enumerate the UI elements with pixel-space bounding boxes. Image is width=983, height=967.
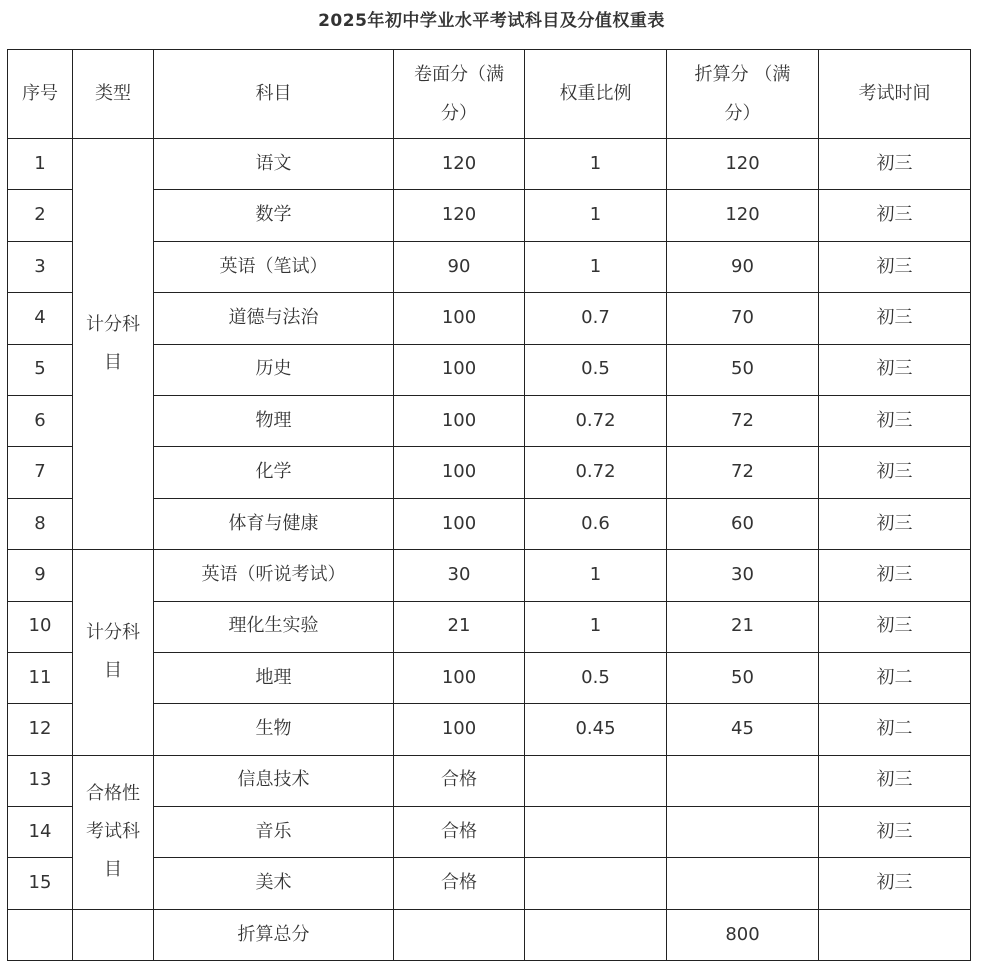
- row-weight: [525, 858, 667, 909]
- row-subject: 音乐: [154, 807, 394, 858]
- row-exam-time: 初三: [819, 601, 971, 652]
- row-exam-time: 初三: [819, 447, 971, 498]
- row-paper-score: 120: [394, 139, 525, 190]
- row-subject: 体育与健康: [154, 498, 394, 549]
- row-exam-time: 初三: [819, 344, 971, 395]
- category-cell: [73, 139, 154, 550]
- row-paper-score: 90: [394, 241, 525, 292]
- row-index: 11: [8, 652, 73, 703]
- row-weight: 0.5: [525, 344, 667, 395]
- total-exam-time: [819, 909, 971, 960]
- row-subject: 道德与法治: [154, 293, 394, 344]
- row-paper-score: 100: [394, 344, 525, 395]
- table-header-row: [8, 50, 971, 139]
- row-index: 7: [8, 447, 73, 498]
- row-weight: 0.45: [525, 704, 667, 755]
- row-subject: 地理: [154, 652, 394, 703]
- row-subject: 物理: [154, 395, 394, 446]
- header-paper-score: [394, 50, 525, 139]
- row-exam-time: 初二: [819, 652, 971, 703]
- row-subject: 化学: [154, 447, 394, 498]
- row-weight: 1: [525, 550, 667, 601]
- row-subject: 历史: [154, 344, 394, 395]
- total-type: [73, 909, 154, 960]
- row-index: 14: [8, 807, 73, 858]
- row-index: 12: [8, 704, 73, 755]
- row-converted: 120: [667, 139, 819, 190]
- row-exam-time: 初三: [819, 550, 971, 601]
- row-exam-time: 初三: [819, 395, 971, 446]
- total-label: 折算总分: [154, 909, 394, 960]
- total-paper-score: [394, 909, 525, 960]
- header-converted: [667, 50, 819, 139]
- row-exam-time: 初三: [819, 139, 971, 190]
- category-label: 合格性考试科目: [86, 783, 140, 881]
- row-exam-time: 初三: [819, 858, 971, 909]
- header-type: 类型: [73, 50, 154, 139]
- row-paper-score: 120: [394, 190, 525, 241]
- row-index: 6: [8, 395, 73, 446]
- row-converted: 72: [667, 447, 819, 498]
- page-title: 2025年初中学业水平考试科目及分值权重表: [318, 11, 665, 31]
- row-index: 1: [8, 139, 73, 190]
- row-weight: 1: [525, 139, 667, 190]
- row-converted: 60: [667, 498, 819, 549]
- row-exam-time: 初三: [819, 241, 971, 292]
- table-row: [8, 139, 971, 190]
- row-weight: 1: [525, 241, 667, 292]
- row-subject: 生物: [154, 704, 394, 755]
- total-index: [8, 909, 73, 960]
- row-converted: [667, 755, 819, 806]
- row-subject: 英语（笔试）: [154, 241, 394, 292]
- category-label: 计分科目: [86, 622, 140, 682]
- row-subject: 数学: [154, 190, 394, 241]
- category-label: 计分科目: [86, 314, 140, 374]
- row-converted: [667, 807, 819, 858]
- header-paper-score-text: 卷面分（满分）: [414, 64, 504, 124]
- row-exam-time: 初二: [819, 704, 971, 755]
- row-subject: 信息技术: [154, 755, 394, 806]
- table-row: [8, 550, 971, 601]
- row-weight: 0.72: [525, 447, 667, 498]
- row-exam-time: 初三: [819, 293, 971, 344]
- row-paper-score: 21: [394, 601, 525, 652]
- row-index: 4: [8, 293, 73, 344]
- row-weight: 1: [525, 190, 667, 241]
- row-weight: 1: [525, 601, 667, 652]
- row-paper-score: 100: [394, 395, 525, 446]
- category-cell: [73, 755, 154, 909]
- row-weight: 0.5: [525, 652, 667, 703]
- row-paper-score: 100: [394, 498, 525, 549]
- row-converted: [667, 858, 819, 909]
- row-converted: 50: [667, 652, 819, 703]
- row-converted: 120: [667, 190, 819, 241]
- row-weight: 0.72: [525, 395, 667, 446]
- total-row: [8, 909, 971, 960]
- row-exam-time: 初三: [819, 190, 971, 241]
- total-weight: [525, 909, 667, 960]
- row-paper-score: 合格: [394, 858, 525, 909]
- row-weight: [525, 755, 667, 806]
- row-subject: 英语（听说考试）: [154, 550, 394, 601]
- row-converted: 45: [667, 704, 819, 755]
- row-index: 9: [8, 550, 73, 601]
- total-converted: 800: [667, 909, 819, 960]
- row-index: 3: [8, 241, 73, 292]
- row-subject: 语文: [154, 139, 394, 190]
- score-weight-table: [7, 49, 971, 961]
- row-converted: 30: [667, 550, 819, 601]
- category-cell: [73, 550, 154, 756]
- row-exam-time: 初三: [819, 498, 971, 549]
- row-index: 15: [8, 858, 73, 909]
- row-converted: 70: [667, 293, 819, 344]
- row-paper-score: 100: [394, 447, 525, 498]
- row-index: 5: [8, 344, 73, 395]
- row-paper-score: 100: [394, 704, 525, 755]
- row-paper-score: 合格: [394, 755, 525, 806]
- row-index: 8: [8, 498, 73, 549]
- row-weight: [525, 807, 667, 858]
- row-index: 10: [8, 601, 73, 652]
- row-converted: 50: [667, 344, 819, 395]
- row-converted: 21: [667, 601, 819, 652]
- header-subject: 科目: [154, 50, 394, 139]
- row-index: 13: [8, 755, 73, 806]
- row-paper-score: 30: [394, 550, 525, 601]
- row-index: 2: [8, 190, 73, 241]
- table-row: [8, 755, 971, 806]
- row-paper-score: 100: [394, 293, 525, 344]
- header-exam-time: 考试时间: [819, 50, 971, 139]
- row-exam-time: 初三: [819, 755, 971, 806]
- header-index: 序号: [8, 50, 73, 139]
- row-weight: 0.7: [525, 293, 667, 344]
- row-paper-score: 100: [394, 652, 525, 703]
- row-converted: 90: [667, 241, 819, 292]
- row-subject: 美术: [154, 858, 394, 909]
- header-converted-text: 折算分 （满分）: [694, 64, 791, 124]
- row-converted: 72: [667, 395, 819, 446]
- row-paper-score: 合格: [394, 807, 525, 858]
- header-weight: 权重比例: [525, 50, 667, 139]
- row-subject: 理化生实验: [154, 601, 394, 652]
- row-weight: 0.6: [525, 498, 667, 549]
- row-exam-time: 初三: [819, 807, 971, 858]
